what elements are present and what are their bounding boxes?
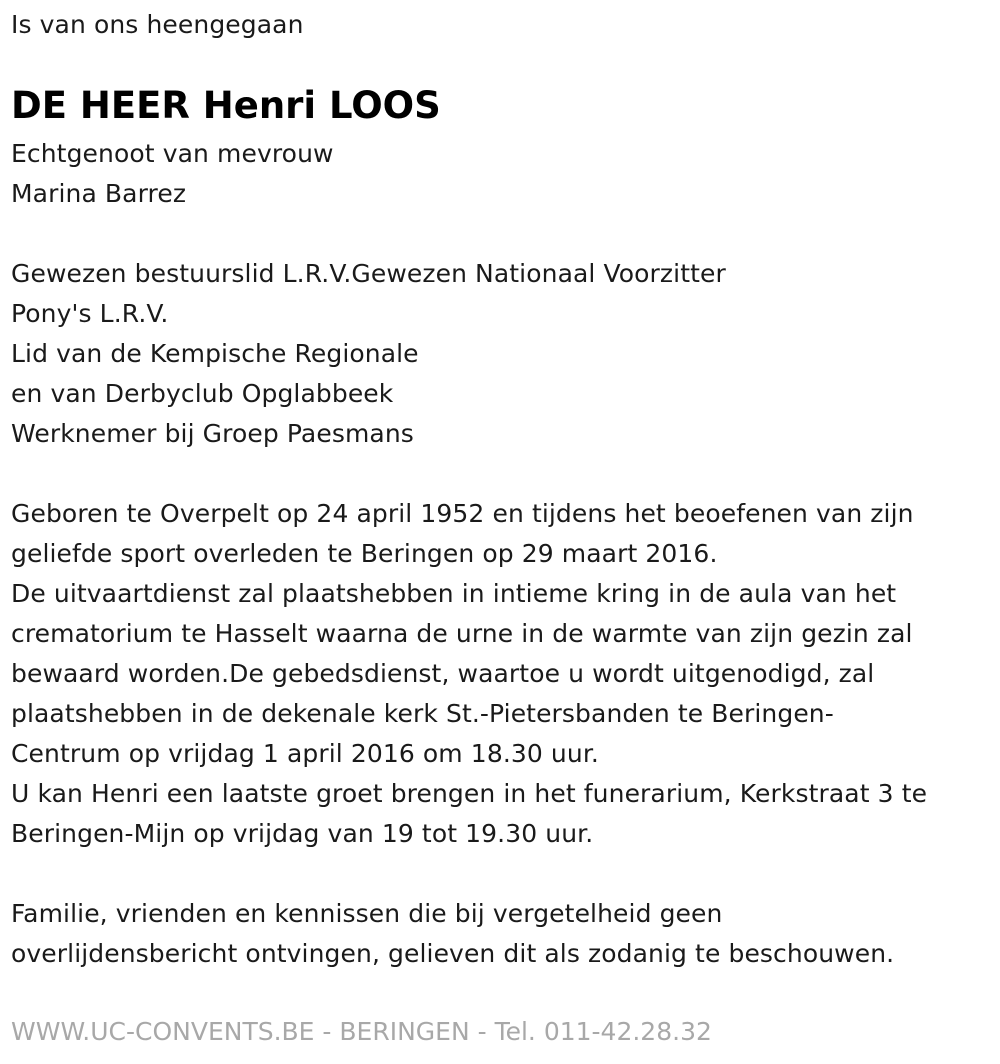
announcement-line: Centrum op vrijdag 1 april 2016 om 18.30 uur. <box>11 739 599 768</box>
function-line: Lid van de Kempische Regionale <box>11 339 419 368</box>
closing-block <box>11 894 894 974</box>
closing-line: Familie, vrienden en kennissen die bij vergetelheid geen <box>11 899 723 928</box>
spouse-line: Marina Barrez <box>11 179 187 208</box>
function-line: Werknemer bij Groep Paesmans <box>11 419 414 448</box>
announcement-line: bewaard worden.De gebedsdienst, waartoe u wordt uitgenodigd, zal <box>11 659 875 688</box>
deceased-name: DE HEER Henri LOOS <box>11 84 441 127</box>
spouse-block <box>11 134 334 214</box>
spouse-line: Echtgenoot van mevrouw <box>11 139 334 168</box>
announcement-line: Geboren te Overpelt op 24 april 1952 en tijdens het beoefenen van zijn <box>11 499 914 528</box>
functions-block <box>11 254 726 454</box>
intro-text: Is van ons heengegaan <box>11 10 304 39</box>
announcement-block <box>11 494 927 854</box>
announcement-line: crematorium te Hasselt waarna de urne in de warmte van zijn gezin zal <box>11 619 913 648</box>
announcement-line: Beringen-Mijn op vrijdag van 19 tot 19.30 uur. <box>11 819 594 848</box>
function-line: en van Derbyclub Opglabbeek <box>11 379 394 408</box>
announcement-line: De uitvaartdienst zal plaatshebben in intieme kring in de aula van het <box>11 579 897 608</box>
announcement-line: geliefde sport overleden te Beringen op 29 maart 2016. <box>11 539 718 568</box>
announcement-line: U kan Henri een laatste groet brengen in het funerarium, Kerkstraat 3 te <box>11 779 928 808</box>
footer-contact: WWW.UC-CONVENTS.BE - BERINGEN - Tel. 011-42.28.32 <box>11 1017 712 1046</box>
closing-line: overlijdensbericht ontvingen, gelieven dit als zodanig te beschouwen. <box>11 939 895 968</box>
announcement-line: plaatshebben in de dekenale kerk St.-Pietersbanden te Beringen- <box>11 699 834 728</box>
function-line: Pony's L.R.V. <box>11 299 169 328</box>
function-line: Gewezen bestuurslid L.R.V.Gewezen Nationaal Voorzitter <box>11 259 726 288</box>
